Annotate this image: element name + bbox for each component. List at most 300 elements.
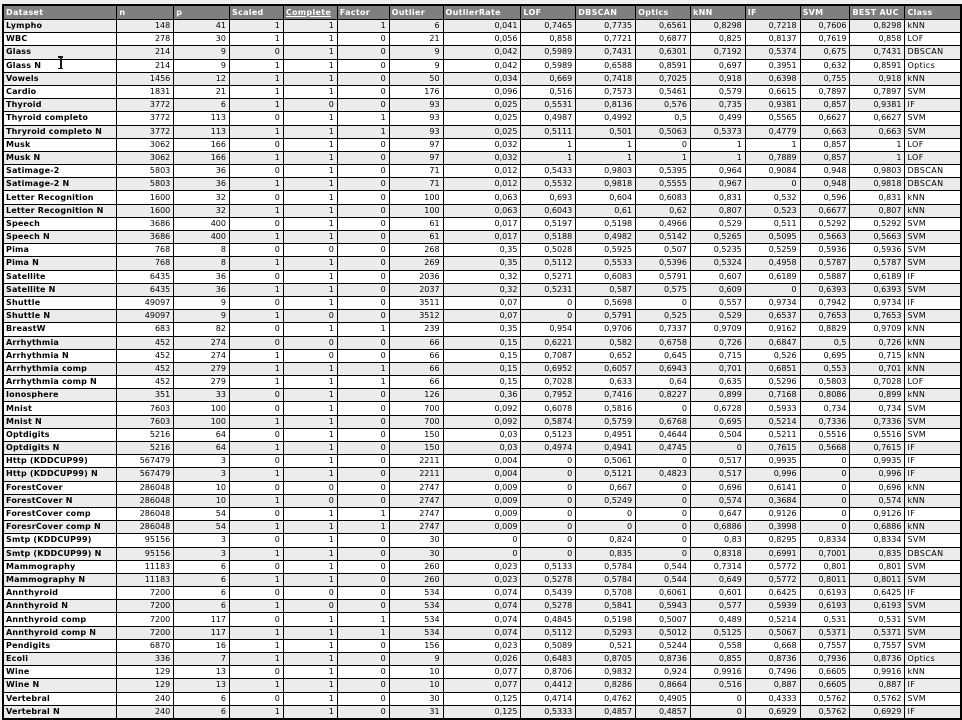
value-cell[interactable]: 0,07 [443,296,521,309]
value-cell[interactable]: 0,15 [443,336,521,349]
value-cell[interactable]: 5216 [117,428,174,441]
class-cell[interactable]: SVM [905,560,961,573]
value-cell[interactable]: 0,507 [636,244,691,257]
value-cell[interactable]: 0,5012 [636,626,691,639]
value-cell[interactable]: 0,887 [850,679,905,692]
value-cell[interactable]: 0 [337,653,389,666]
value-cell[interactable]: 0,8011 [850,573,905,586]
value-cell[interactable]: 0 [337,666,389,679]
value-cell[interactable]: 0,5555 [636,178,691,191]
value-cell[interactable]: 1 [229,59,283,72]
value-cell[interactable]: 0,4941 [576,442,636,455]
value-cell[interactable]: 0,5532 [521,178,576,191]
value-cell[interactable]: 0 [521,534,576,547]
value-cell[interactable]: 0,9162 [745,323,800,336]
value-cell[interactable]: 1 [283,112,337,125]
value-cell[interactable]: 1 [283,20,337,33]
value-cell[interactable]: 8 [174,244,230,257]
value-cell[interactable]: 1 [229,257,283,270]
value-cell[interactable]: 0,5784 [576,573,636,586]
dataset-name-cell[interactable]: Musk N [3,151,117,164]
dataset-name-cell[interactable]: Speech N [3,231,117,244]
value-cell[interactable]: 0,5887 [800,270,850,283]
value-cell[interactable]: 0,026 [443,653,521,666]
value-cell[interactable]: 0,3684 [745,494,800,507]
value-cell[interactable]: 0,6193 [800,587,850,600]
value-cell[interactable]: 0,516 [690,679,745,692]
value-cell[interactable]: 567479 [117,468,174,481]
value-cell[interactable]: 0,954 [521,323,576,336]
value-cell[interactable]: 6 [174,705,230,719]
value-cell[interactable]: 0,6393 [850,283,905,296]
value-cell[interactable]: 16 [174,639,230,652]
value-cell[interactable]: 0,7416 [576,389,636,402]
value-cell[interactable]: 0,499 [690,112,745,125]
value-cell[interactable]: 0 [636,494,691,507]
dataset-name-cell[interactable]: Wine N [3,679,117,692]
value-cell[interactable]: 0,6561 [636,20,691,33]
dataset-name-cell[interactable]: Thyroid completo [3,112,117,125]
value-cell[interactable]: 0,6483 [521,653,576,666]
value-cell[interactable]: 1 [283,626,337,639]
dataset-name-cell[interactable]: Http (KDDCUP99) N [3,468,117,481]
value-cell[interactable]: 0,6952 [521,362,576,375]
dataset-name-cell[interactable]: Annthyroid comp [3,613,117,626]
value-cell[interactable]: 6870 [117,639,174,652]
value-cell[interactable]: 0,5214 [745,415,800,428]
value-cell[interactable]: 0,5244 [636,639,691,652]
value-cell[interactable]: 1456 [117,72,174,85]
class-cell[interactable]: DBSCAN [905,547,961,560]
value-cell[interactable]: 0,034 [443,72,521,85]
value-cell[interactable]: 1 [337,323,389,336]
value-cell[interactable]: 0,8298 [690,20,745,33]
value-cell[interactable]: 768 [117,244,174,257]
value-cell[interactable]: 0,964 [690,165,745,178]
value-cell[interactable]: 0,577 [690,600,745,613]
value-cell[interactable]: 0 [229,455,283,468]
value-cell[interactable]: 0 [337,442,389,455]
value-cell[interactable]: 534 [389,587,443,600]
value-cell[interactable]: 1 [229,653,283,666]
value-cell[interactable]: 0,6588 [576,59,636,72]
dataset-name-cell[interactable]: Vertebral [3,692,117,705]
value-cell[interactable]: 41 [174,20,230,33]
value-cell[interactable]: 0,726 [850,336,905,349]
value-cell[interactable]: 0,4857 [576,705,636,719]
value-cell[interactable]: 3686 [117,231,174,244]
value-cell[interactable]: 7603 [117,415,174,428]
value-cell[interactable]: 0,5933 [745,402,800,415]
value-cell[interactable]: 6 [174,692,230,705]
value-cell[interactable]: 1 [229,679,283,692]
value-cell[interactable]: 9 [174,59,230,72]
value-cell[interactable]: 0,4762 [576,692,636,705]
value-cell[interactable]: 0,5772 [745,573,800,586]
value-cell[interactable]: 2747 [389,494,443,507]
value-cell[interactable]: 0,5061 [576,455,636,468]
value-cell[interactable]: 452 [117,349,174,362]
value-cell[interactable]: 452 [117,336,174,349]
dataset-name-cell[interactable]: Wine [3,666,117,679]
value-cell[interactable]: 0,35 [443,257,521,270]
dataset-name-cell[interactable]: Speech [3,217,117,230]
value-cell[interactable]: 0,824 [576,534,636,547]
value-cell[interactable]: 0,5235 [690,244,745,257]
value-cell[interactable]: 1 [229,415,283,428]
value-cell[interactable]: 0,4905 [636,692,691,705]
value-cell[interactable]: 0,523 [745,204,800,217]
value-cell[interactable]: 6 [174,560,230,573]
class-cell[interactable]: IF [905,270,961,283]
value-cell[interactable]: 0,9734 [850,296,905,309]
value-cell[interactable]: 0,576 [636,99,691,112]
value-cell[interactable]: 1 [337,125,389,138]
value-cell[interactable]: 0,7028 [521,376,576,389]
value-cell[interactable]: 0,6728 [690,402,745,415]
value-cell[interactable]: 0,924 [636,666,691,679]
value-cell[interactable]: 7200 [117,626,174,639]
value-cell[interactable]: 0 [337,600,389,613]
dataset-name-cell[interactable]: Optdigits [3,428,117,441]
value-cell[interactable]: 1 [283,468,337,481]
value-cell[interactable]: 0,5 [800,336,850,349]
value-cell[interactable]: 3 [174,534,230,547]
value-cell[interactable]: 0,531 [850,613,905,626]
value-cell[interactable]: 0,4644 [636,428,691,441]
value-cell[interactable]: 0 [521,455,576,468]
value-cell[interactable]: 10 [174,481,230,494]
value-cell[interactable]: 0 [636,547,691,560]
value-cell[interactable]: 0,948 [800,178,850,191]
value-cell[interactable]: 0,4958 [745,257,800,270]
value-cell[interactable]: 0,4333 [745,692,800,705]
value-cell[interactable]: 0 [337,349,389,362]
class-cell[interactable]: DBSCAN [905,165,961,178]
dataset-name-cell[interactable]: Ionosphere [3,389,117,402]
class-cell[interactable]: kNN [905,494,961,507]
dataset-name-cell[interactable]: Arrhythmia comp N [3,376,117,389]
class-cell[interactable]: kNN [905,20,961,33]
value-cell[interactable]: 0,7218 [745,20,800,33]
value-cell[interactable]: 0,4951 [576,428,636,441]
value-cell[interactable]: 0,8334 [800,534,850,547]
value-cell[interactable]: 0,755 [800,72,850,85]
value-cell[interactable]: 0,62 [636,204,691,217]
value-cell[interactable]: 1 [337,521,389,534]
value-cell[interactable]: 0,5787 [850,257,905,270]
col-header-class[interactable]: Class [905,5,961,20]
class-cell[interactable]: DBSCAN [905,46,961,59]
value-cell[interactable]: 36 [174,165,230,178]
value-cell[interactable]: 0,7606 [800,20,850,33]
value-cell[interactable]: 0,701 [850,362,905,375]
value-cell[interactable]: 0 [229,191,283,204]
value-cell[interactable]: 0 [229,138,283,151]
value-cell[interactable]: 0,5293 [576,626,636,639]
value-cell[interactable]: 0,32 [443,270,521,283]
value-cell[interactable]: 0,8286 [576,679,636,692]
value-cell[interactable]: 0,092 [443,402,521,415]
value-cell[interactable]: 0,5095 [745,231,800,244]
value-cell[interactable]: 0,835 [576,547,636,560]
dataset-name-cell[interactable]: Thyroid [3,99,117,112]
value-cell[interactable]: 0 [337,85,389,98]
class-cell[interactable]: SVM [905,283,961,296]
value-cell[interactable]: 0 [283,481,337,494]
value-cell[interactable]: 279 [174,362,230,375]
value-cell[interactable]: 1 [229,204,283,217]
value-cell[interactable]: 0,635 [690,376,745,389]
value-cell[interactable]: 1 [229,705,283,719]
value-cell[interactable]: 0,5565 [745,112,800,125]
value-cell[interactable]: 0,36 [443,389,521,402]
value-cell[interactable]: 0 [690,705,745,719]
value-cell[interactable]: 0,5759 [576,415,636,428]
value-cell[interactable]: 54 [174,507,230,520]
value-cell[interactable]: 2036 [389,270,443,283]
value-cell[interactable]: 0,7735 [576,20,636,33]
value-cell[interactable]: 0 [337,468,389,481]
value-cell[interactable]: 452 [117,376,174,389]
value-cell[interactable]: 1831 [117,85,174,98]
value-cell[interactable]: 0 [229,46,283,59]
value-cell[interactable]: 0,023 [443,560,521,573]
value-cell[interactable]: 0,649 [690,573,745,586]
value-cell[interactable]: 30 [389,692,443,705]
value-cell[interactable]: 0 [283,349,337,362]
value-cell[interactable]: 0,6886 [690,521,745,534]
value-cell[interactable]: 7200 [117,613,174,626]
value-cell[interactable]: 6 [174,573,230,586]
value-cell[interactable]: 0,012 [443,165,521,178]
value-cell[interactable]: 0,574 [690,494,745,507]
value-cell[interactable]: 0,858 [850,33,905,46]
value-cell[interactable]: 3772 [117,99,174,112]
value-cell[interactable]: 0,5989 [521,46,576,59]
value-cell[interactable]: 1 [283,125,337,138]
value-cell[interactable]: 0 [337,204,389,217]
value-cell[interactable]: 1 [283,231,337,244]
value-cell[interactable]: 7603 [117,402,174,415]
value-cell[interactable]: 0,4412 [521,679,576,692]
value-cell[interactable]: 166 [174,138,230,151]
dataset-name-cell[interactable]: Cardio [3,85,117,98]
value-cell[interactable]: 7 [174,653,230,666]
value-cell[interactable]: 700 [389,415,443,428]
class-cell[interactable]: Optics [905,59,961,72]
value-cell[interactable]: 0 [229,296,283,309]
value-cell[interactable]: 0 [576,507,636,520]
value-cell[interactable]: 0 [337,560,389,573]
value-cell[interactable]: 9 [174,310,230,323]
value-cell[interactable]: 1 [283,573,337,586]
value-cell[interactable]: 0,734 [850,402,905,415]
value-cell[interactable]: 0,7615 [745,442,800,455]
value-cell[interactable]: 0,855 [690,653,745,666]
value-cell[interactable]: 49097 [117,310,174,323]
col-header-if[interactable]: IF [745,5,800,20]
value-cell[interactable]: 0,6057 [576,362,636,375]
value-cell[interactable]: 7200 [117,587,174,600]
value-cell[interactable]: 0,5698 [576,296,636,309]
value-cell[interactable]: 0,041 [443,20,521,33]
value-cell[interactable]: 0,5516 [800,428,850,441]
value-cell[interactable]: 1 [283,323,337,336]
value-cell[interactable]: 768 [117,257,174,270]
value-cell[interactable]: 0,9734 [745,296,800,309]
value-cell[interactable]: 0,004 [443,468,521,481]
value-cell[interactable]: 0,042 [443,46,521,59]
value-cell[interactable]: 0,077 [443,679,521,692]
value-cell[interactable]: 1 [229,85,283,98]
value-cell[interactable]: 0,5112 [521,257,576,270]
value-cell[interactable]: 0 [337,587,389,600]
value-cell[interactable]: 82 [174,323,230,336]
value-cell[interactable]: 0,5007 [636,613,691,626]
value-cell[interactable]: 0,009 [443,507,521,520]
value-cell[interactable]: 0 [229,336,283,349]
value-cell[interactable]: 1 [229,442,283,455]
value-cell[interactable]: 0,6943 [636,362,691,375]
value-cell[interactable]: 1 [229,573,283,586]
col-header-knn[interactable]: kNN [690,5,745,20]
value-cell[interactable]: 1 [576,151,636,164]
value-cell[interactable]: 0,6847 [745,336,800,349]
value-cell[interactable]: 0,07 [443,310,521,323]
value-cell[interactable]: 0,6083 [576,270,636,283]
value-cell[interactable]: 1 [229,151,283,164]
value-cell[interactable]: 0 [229,270,283,283]
value-cell[interactable]: 1 [283,33,337,46]
value-cell[interactable]: 97 [389,138,443,151]
value-cell[interactable]: 0,7025 [636,72,691,85]
value-cell[interactable]: 0 [636,534,691,547]
value-cell[interactable]: 0,5142 [636,231,691,244]
value-cell[interactable]: 3686 [117,217,174,230]
value-cell[interactable]: 0,8706 [521,666,576,679]
value-cell[interactable]: 0,6398 [745,72,800,85]
value-cell[interactable]: 1 [283,521,337,534]
value-cell[interactable]: 1 [283,534,337,547]
value-cell[interactable]: 64 [174,442,230,455]
value-cell[interactable]: 0 [283,244,337,257]
value-cell[interactable]: 93 [389,125,443,138]
value-cell[interactable]: 1 [229,310,283,323]
value-cell[interactable]: 0 [636,507,691,520]
dataset-name-cell[interactable]: Musk [3,138,117,151]
value-cell[interactable]: 2211 [389,468,443,481]
value-cell[interactable]: 0,948 [800,165,850,178]
value-cell[interactable]: 1 [283,270,337,283]
value-cell[interactable]: 61 [389,231,443,244]
value-cell[interactable]: 0 [636,481,691,494]
value-cell[interactable]: 0,5265 [690,231,745,244]
value-cell[interactable]: 71 [389,165,443,178]
value-cell[interactable]: 30 [174,33,230,46]
value-cell[interactable]: 1600 [117,191,174,204]
value-cell[interactable]: 0,504 [690,428,745,441]
value-cell[interactable]: 239 [389,323,443,336]
value-cell[interactable]: 0,5803 [800,376,850,389]
value-cell[interactable]: 269 [389,257,443,270]
value-cell[interactable]: 0,9126 [745,507,800,520]
value-cell[interactable]: 0,669 [521,72,576,85]
value-cell[interactable]: 0 [337,534,389,547]
value-cell[interactable]: 0,857 [800,99,850,112]
value-cell[interactable]: 0 [229,666,283,679]
value-cell[interactable]: 0,5371 [800,626,850,639]
value-cell[interactable]: 0,996 [745,468,800,481]
value-cell[interactable]: 0,6301 [636,46,691,59]
value-cell[interactable]: 0,6627 [850,112,905,125]
value-cell[interactable]: 0,5296 [745,376,800,389]
value-cell[interactable]: 0,5 [636,112,691,125]
value-cell[interactable]: 0,6083 [636,191,691,204]
value-cell[interactable]: 113 [174,125,230,138]
value-cell[interactable]: 0,7653 [800,310,850,323]
value-cell[interactable]: 0 [443,547,521,560]
value-cell[interactable]: 0,074 [443,600,521,613]
value-cell[interactable]: 0,5121 [576,468,636,481]
value-cell[interactable]: 0,9803 [576,165,636,178]
value-cell[interactable]: 0,8664 [636,679,691,692]
value-cell[interactable]: 10 [389,666,443,679]
value-cell[interactable]: 0,4845 [521,613,576,626]
value-cell[interactable]: 1 [636,151,691,164]
class-cell[interactable]: LOF [905,151,961,164]
dataset-name-cell[interactable]: Optdigits N [3,442,117,455]
value-cell[interactable]: 10 [174,494,230,507]
value-cell[interactable]: 0,7936 [800,653,850,666]
value-cell[interactable]: 0,801 [800,560,850,573]
value-cell[interactable]: 567479 [117,455,174,468]
value-cell[interactable]: 0,125 [443,705,521,719]
value-cell[interactable]: 452 [117,362,174,375]
dataset-name-cell[interactable]: Shuttle N [3,310,117,323]
value-cell[interactable]: 0 [337,165,389,178]
value-cell[interactable]: 0 [337,415,389,428]
value-cell[interactable]: 0,3998 [745,521,800,534]
value-cell[interactable]: 2747 [389,521,443,534]
value-cell[interactable]: 0,35 [443,323,521,336]
value-cell[interactable]: 6 [389,20,443,33]
value-cell[interactable]: 0,61 [576,204,636,217]
value-cell[interactable]: 1 [283,72,337,85]
class-cell[interactable]: SVM [905,692,961,705]
value-cell[interactable]: 0,6768 [636,415,691,428]
value-cell[interactable]: 0,5324 [690,257,745,270]
class-cell[interactable]: SVM [905,639,961,652]
value-cell[interactable]: 286048 [117,481,174,494]
dataset-name-cell[interactable]: Annthyroid N [3,600,117,613]
value-cell[interactable]: 0,6605 [800,679,850,692]
value-cell[interactable]: 0,526 [745,349,800,362]
dataset-name-cell[interactable]: Arrhythmia N [3,349,117,362]
value-cell[interactable]: 129 [117,679,174,692]
value-cell[interactable]: 0,734 [800,402,850,415]
value-cell[interactable]: 0,7889 [745,151,800,164]
value-cell[interactable]: 214 [117,59,174,72]
value-cell[interactable]: 0,8318 [690,547,745,560]
value-cell[interactable]: 0 [229,692,283,705]
value-cell[interactable]: 0,5271 [521,270,576,283]
value-cell[interactable]: 0 [229,217,283,230]
value-cell[interactable]: 0 [337,389,389,402]
value-cell[interactable]: 0,7168 [745,389,800,402]
value-cell[interactable]: 1 [229,72,283,85]
value-cell[interactable]: 1 [229,283,283,296]
